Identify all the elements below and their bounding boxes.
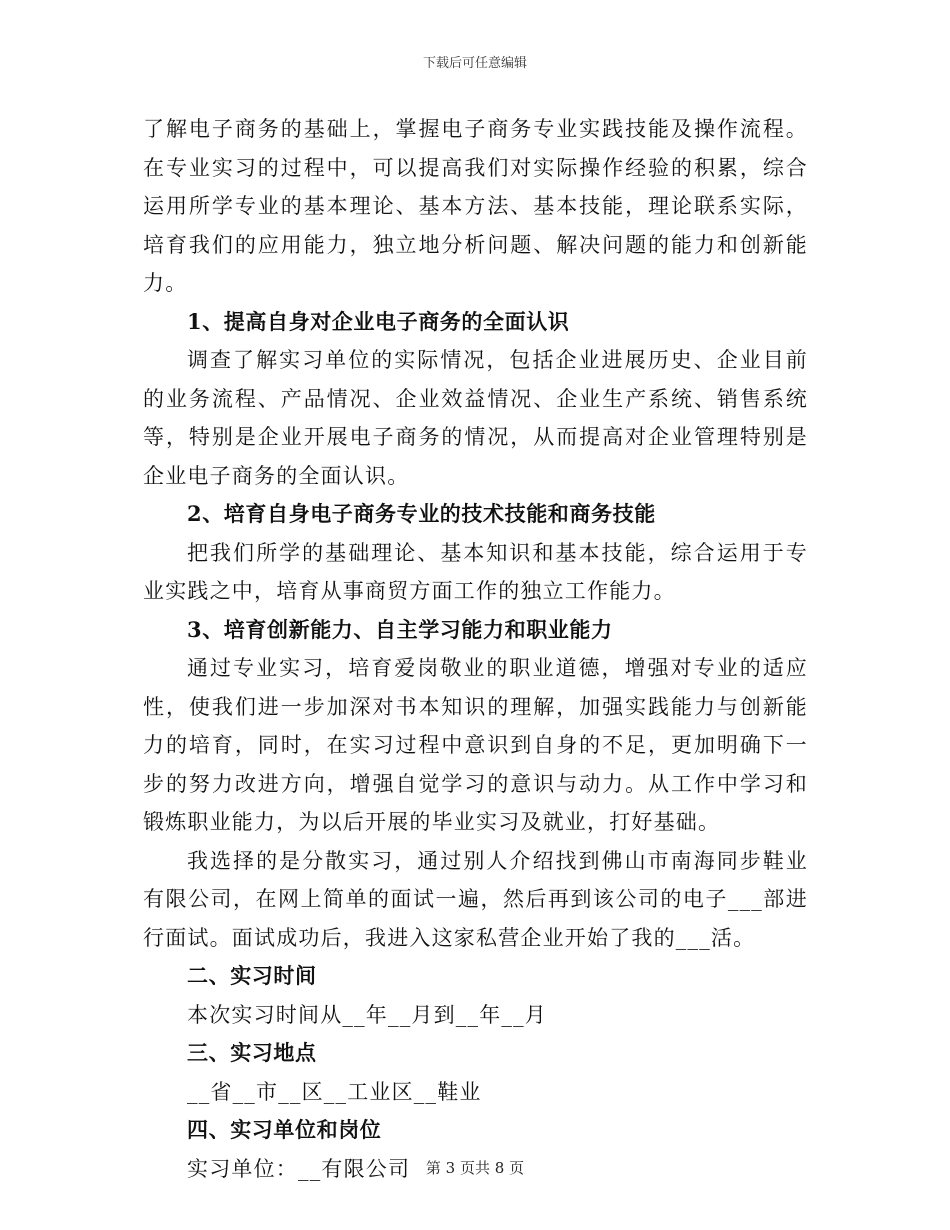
internship-time-line: 本次实习时间从__年__月到__年__月 [187, 1002, 547, 1027]
internship-unit-line: 实习单位：__有限公司 [187, 1156, 411, 1181]
section-heading-1: 1、提高自身对企业电子商务的全面认识 [187, 308, 570, 334]
section-heading-location: 三、实习地点 [187, 1040, 317, 1065]
paragraph-2: 把我们所学的基础理论、基本知识和基本技能，综合运用于专业实践之中，培育从事商贸方面工作的独立工作能力。 [143, 540, 808, 603]
paragraph-3: 通过专业实习，培育爱岗敬业的职业道德，增强对专业的适应性，使我们进一步加深对书本知识的理解，加强实践能力与创新能力的培育，同时，在实习过程中意识到自身的不足，更加明确下一步的努力改进方向，增强自觉学习的意识与动力。从工作中学习和锻炼职业能力，为以后开展的毕业实习及就业，打好基础。 [143, 656, 808, 834]
paragraph-intro: 了解电子商务的基础上，掌握电子商务专业实践技能及操作流程。在专业实习的过程中，可以提高我们对实际操作经验的积累，综合运用所学专业的基本理论、基本方法、基本技能，理论联系实际，培育我们的应用能力，独立地分析问题、解决问题的能力和创新能力。 [143, 117, 808, 295]
section-heading-3: 3、培育创新能力、自主学习能力和职业能力 [187, 616, 613, 642]
section-heading-unit: 四、实习单位和岗位 [187, 1117, 382, 1142]
paragraph-4: 我选择的是分散实习，通过别人介绍找到佛山市南海同步鞋业有限公司，在网上简单的面试一遍，然后再到该公司的电子___部进行面试。面试成功后，我进入这家私营企业开始了我的___活。 [143, 848, 808, 950]
document-body [143, 110, 808, 1188]
section-heading-time: 二、实习时间 [187, 963, 317, 988]
paragraph-1: 调查了解实习单位的实际情况，包括企业进展历史、企业目前的业务流程、产品情况、企业效益情况、企业生产系统、销售系统等，特别是企业开展电子商务的情况，从而提高对企业管理特别是企业电子商务的全面认识。 [143, 348, 808, 488]
internship-location-line: __省__市__区__工业区__鞋业 [187, 1079, 482, 1104]
page-footer: 第 3 页共 8 页 [425, 1159, 525, 1177]
page-header: 下载后可任意编辑 [422, 56, 527, 71]
section-heading-2: 2、培育自身电子商务专业的技术技能和商务技能 [187, 501, 656, 526]
